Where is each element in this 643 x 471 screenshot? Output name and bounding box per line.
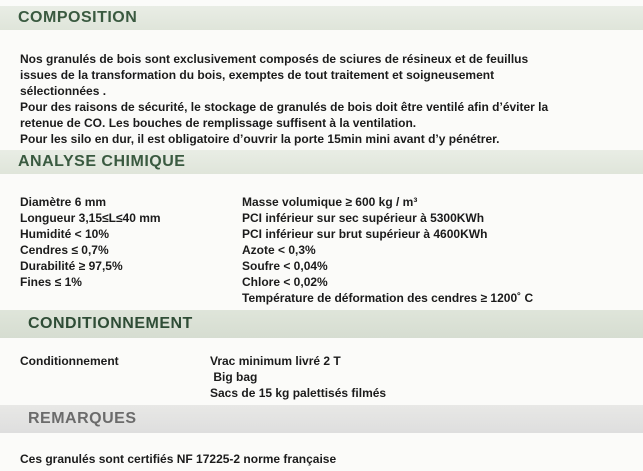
conditionnement-title: CONDITIONNEMENT <box>28 315 193 332</box>
analyse-title: ANALYSE CHIMIQUE <box>18 153 186 170</box>
conditionnement-item: Sacs de 15 kg palettisés filmés <box>210 386 387 400</box>
analyse-header <box>0 150 643 174</box>
remarques-title: REMARQUES <box>28 410 137 427</box>
composition-line: Pour des raisons de sécurité, le stockage de granulés de bois doit être ventilé afin d’éviter la <box>20 100 549 114</box>
analyse-item: Chlore < 0,02% <box>242 275 328 289</box>
conditionnement-label: Conditionnement <box>20 354 119 368</box>
analyse-item: Masse volumique ≥ 600 kg / m³ <box>242 195 418 209</box>
composition-line: issues de la transformation du bois, exemptes de tout traitement et soigneusement <box>20 68 495 82</box>
composition-line: Nos granulés de bois sont exclusivement composés de sciures de résineux et de feuillus <box>20 52 529 66</box>
composition-header <box>0 6 643 30</box>
conditionnement-item: Big bag <box>210 370 258 384</box>
conditionnement-header <box>0 310 643 338</box>
analyse-item: Fines ≤ 1% <box>20 275 82 289</box>
composition-title: COMPOSITION <box>18 9 138 26</box>
analyse-item: Longueur 3,15≤L≤40 mm <box>20 211 161 225</box>
analyse-item: PCI inférieur sur sec supérieur à 5300KWh <box>242 211 485 225</box>
analyse-left-list <box>20 194 161 290</box>
analyse-right-list <box>242 194 533 306</box>
analyse-item: Soufre < 0,04% <box>242 259 328 273</box>
composition-line: retenue de CO. Les bouches de remplissage suffisent à la ventilation. <box>20 116 417 130</box>
analyse-item: Température de déformation des cendres ≥ 1200˚ C <box>242 291 534 305</box>
analyse-item: Durabilité ≥ 97,5% <box>20 259 123 273</box>
analyse-item: Cendres ≤ 0,7% <box>20 243 109 257</box>
composition-line: sélectionnées . <box>20 84 107 98</box>
analyse-item: Diamètre 6 mm <box>20 195 107 209</box>
composition-line: Pour les silo en dur, il est obligatoire d’ouvrir la porte 15min mini avant d’y pénétrer. <box>20 132 500 146</box>
analyse-item: PCI inférieur sur brut supérieur à 4600KWh <box>242 227 488 241</box>
remarques-text: Ces granulés sont certifiés NF 17225-2 norme française <box>20 452 337 466</box>
conditionnement-values <box>210 353 386 401</box>
analyse-item: Azote < 0,3% <box>242 243 316 257</box>
composition-text <box>20 51 630 147</box>
remarques-header <box>0 405 643 433</box>
analyse-item: Humidité < 10% <box>20 227 110 241</box>
conditionnement-item: Vrac minimum livré 2 T <box>210 354 341 368</box>
